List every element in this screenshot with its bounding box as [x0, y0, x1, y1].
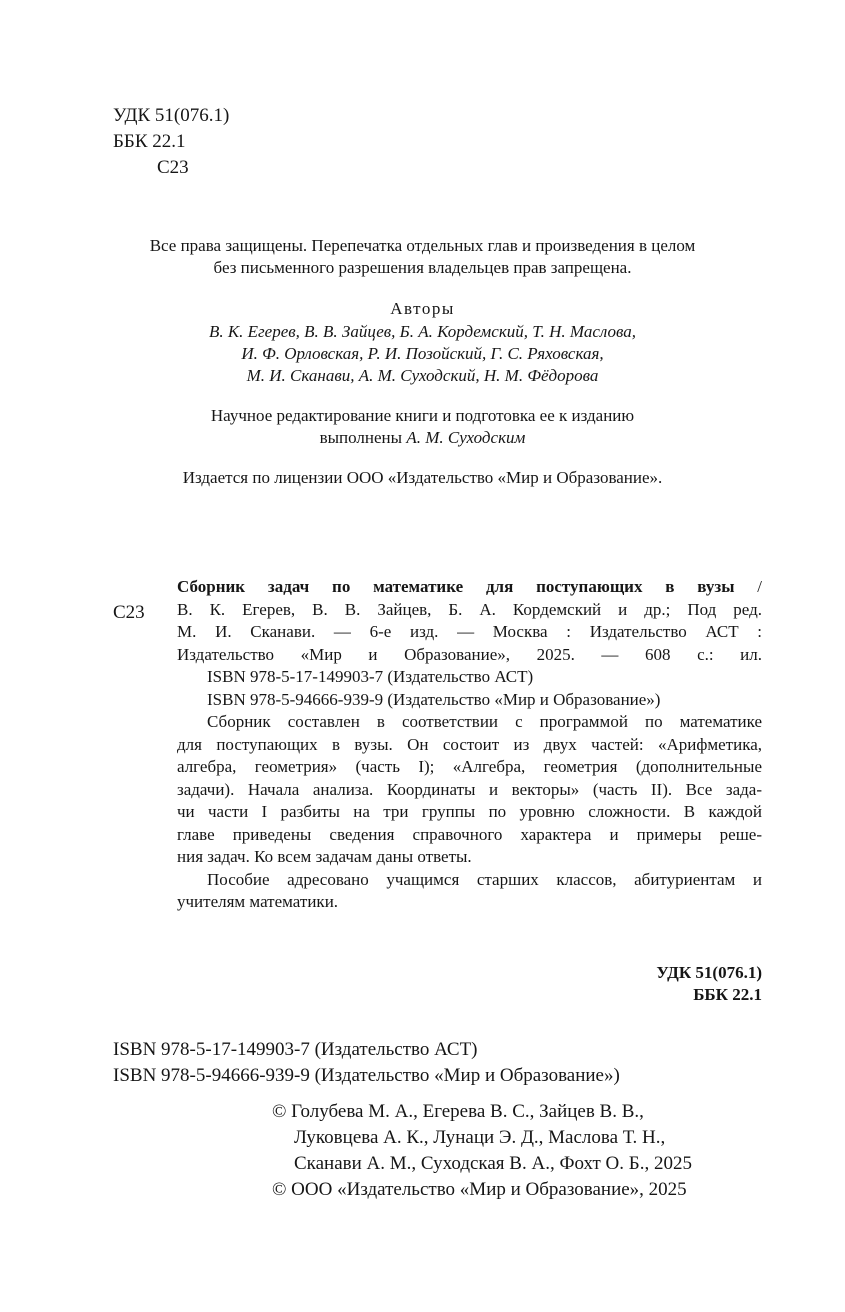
- rights-line: Все права защищены. Перепечатка отдельных глав и произведения в целом: [149, 236, 696, 255]
- copyright-line: Сканави А. М., Суходская В. А., Фохт О. Б., 2025: [294, 1153, 692, 1174]
- copyright-line: © Голубева М. А., Егерева В. С., Зайцев В. В.,: [272, 1101, 644, 1122]
- description-line: алгебра, геометрия» (часть I); «Алгебра, геометрия (дополнительные: [177, 757, 762, 776]
- bib-line: М. И. Сканави. — 6-е изд. — Москва : Издательство АСТ :: [177, 622, 762, 641]
- author-mark: С23: [157, 157, 189, 178]
- book-title: Сборник задач по математике для поступающих в вузы: [177, 577, 735, 596]
- title-separator: /: [734, 577, 762, 596]
- annotation-udk: УДК 51(076.1): [656, 963, 762, 982]
- editor-name: А. М. Суходским: [406, 428, 526, 447]
- authors-line: И. Ф. Орловская, Р. И. Позойский, Г. С. Ряховская,: [241, 344, 604, 363]
- copyright-line: © ООО «Издательство «Мир и Образование», 2025: [272, 1179, 687, 1200]
- description-line: Сборник составлен в соответствии с программой по математике: [207, 712, 762, 731]
- classification-codes: [113, 103, 229, 181]
- rights-line: без письменного разрешения владельцев прав запрещена.: [213, 258, 632, 277]
- editing-line: [0, 427, 845, 449]
- rights-notice: [0, 235, 845, 279]
- authors-heading: Авторы: [390, 299, 455, 318]
- udk-code: УДК 51(076.1): [113, 105, 230, 126]
- annotation-block: [177, 576, 762, 914]
- audience-line: Пособие адресовано учащимся старших классов, абитуриентам и: [207, 869, 762, 889]
- bbk-code: ББК 22.1: [113, 131, 186, 152]
- editing-line: Научное редактирование книги и подготовка ее к изданию: [210, 406, 635, 425]
- license-note: Издается по лицензии ООО «Издательство «Мир и Образование».: [182, 468, 663, 487]
- isbn-line: ISBN 978-5-94666-939-9 (Издательство «Мир и Образование»): [113, 1065, 620, 1086]
- annotation-title-line: [177, 576, 762, 599]
- annotation-code: С23: [113, 602, 145, 623]
- isbn-line: ISBN 978-5-17-149903-7 (Издательство АСТ): [113, 1039, 478, 1060]
- copyright-line: Луковцева А. К., Лунаци Э. Д., Маслова Т. Н.,: [294, 1127, 666, 1148]
- editing-note: [0, 405, 845, 449]
- description-line: главе приведены сведения справочного характера и примеры реше-: [177, 824, 762, 844]
- copyright-block: [272, 1099, 692, 1203]
- annotation-bbk: ББК 22.1: [693, 985, 762, 1004]
- bib-line: Издательство «Мир и Образование», 2025. — 608 с.: ил.: [177, 644, 762, 664]
- annotation-isbn: ISBN 978-5-17-149903-7 (Издательство АСТ): [207, 667, 534, 686]
- authors-line: В. К. Егерев, В. В. Зайцев, Б. А. Кордемский, Т. Н. Маслова,: [208, 322, 637, 341]
- authors-list: [0, 321, 845, 387]
- description-line: для поступающих в вузы. Он состоит из двух частей: «Арифметика,: [177, 734, 762, 754]
- bottom-isbn: [113, 1037, 620, 1089]
- bib-line: В. К. Егерев, В. В. Зайцев, Б. А. Кордемский и др.; Под ред.: [177, 599, 762, 619]
- description-line: ния задач. Ко всем задачам даны ответы.: [177, 847, 472, 866]
- editing-prefix: выполнены: [319, 428, 407, 447]
- annotation-isbn: ISBN 978-5-94666-939-9 (Издательство «Мир и Образование»): [207, 689, 661, 709]
- description-line: задачи). Начала анализа. Координаты и векторы» (часть II). Все зада-: [177, 779, 762, 799]
- authors-line: М. И. Сканави, А. М. Суходский, Н. М. Фёдорова: [246, 366, 599, 385]
- audience-line: учителям математики.: [177, 892, 339, 911]
- annotation-codes: [177, 962, 762, 1006]
- description-line: чи части I разбиты на три группы по уровню сложности. В каждой: [177, 802, 762, 821]
